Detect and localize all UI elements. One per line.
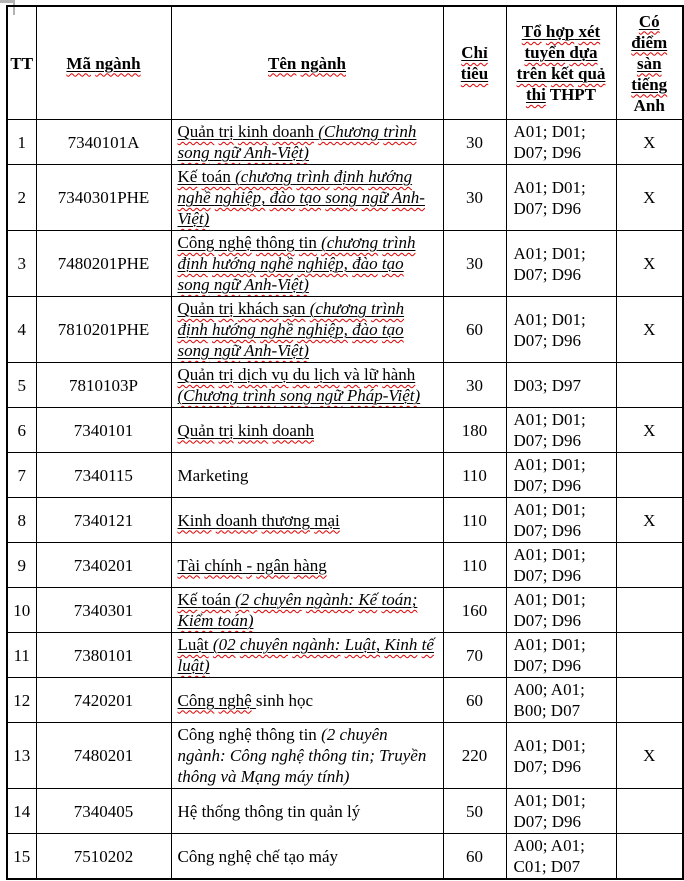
table-row	[7, 678, 683, 723]
cell-quota: 180	[443, 408, 506, 453]
cell-tt: 11	[7, 633, 36, 678]
table-row	[7, 588, 683, 633]
header-row	[7, 6, 683, 120]
cell-exam-combos: A01; D01; D07; D96	[506, 498, 616, 543]
cell-quota: 110	[443, 498, 506, 543]
cell-exam-combos: D03; D97	[506, 363, 616, 408]
cell-tt: 12	[7, 678, 36, 723]
table-row	[7, 231, 683, 297]
cell-exam-combos: A01; D01; D07; D96	[506, 165, 616, 231]
cell-major-code: 7340101	[36, 408, 171, 453]
cell-major-name: Kinh doanh thương mại	[171, 498, 443, 543]
cell-quota: 110	[443, 543, 506, 588]
cell-major-code: 7480201	[36, 723, 171, 789]
cell-major-code: 7810201PHE	[36, 297, 171, 363]
cell-quota: 30	[443, 231, 506, 297]
cell-quota: 220	[443, 723, 506, 789]
cell-major-name: Kế toán (2 chuyên ngành: Kế toán; Kiểm toán)	[171, 588, 443, 633]
cell-tt: 14	[7, 789, 36, 834]
cell-tt: 6	[7, 408, 36, 453]
cell-major-name: Marketing	[171, 453, 443, 498]
cell-tt: 8	[7, 498, 36, 543]
cell-english-floor	[616, 363, 683, 408]
cell-quota: 30	[443, 165, 506, 231]
cell-tt: 15	[7, 834, 36, 880]
cell-exam-combos: A01; D01; D07; D96	[506, 408, 616, 453]
cell-major-name: Công nghệ thông tin (2 chuyên ngành: Công nghệ thông tin; Truyền thông và Mạng máy tính)	[171, 723, 443, 789]
cell-exam-combos: A00; A01; B00; D07	[506, 678, 616, 723]
cell-major-name: Kế toán (chương trình định hướng nghề nghiệp, đào tạo song ngữ Anh-Việt)	[171, 165, 443, 231]
cell-english-floor: X	[616, 165, 683, 231]
cell-exam-combos: A01; D01; D07; D96	[506, 723, 616, 789]
table-row	[7, 633, 683, 678]
cell-english-floor	[616, 588, 683, 633]
cell-major-code: 7480201PHE	[36, 231, 171, 297]
cell-quota: 50	[443, 789, 506, 834]
cell-exam-combos: A01; D01; D07; D96	[506, 231, 616, 297]
cell-major-name: Công nghệ thông tin (chương trình định hướng nghề nghiệp, đào tạo song ngữ Anh-Việt)	[171, 231, 443, 297]
cell-major-code: 7340201	[36, 543, 171, 588]
cell-major-name: Tài chính - ngân hàng	[171, 543, 443, 588]
cell-major-code: 7380101	[36, 633, 171, 678]
cell-english-floor: X	[616, 498, 683, 543]
cell-exam-combos: A01; D01; D07; D96	[506, 633, 616, 678]
cell-english-floor: X	[616, 231, 683, 297]
cell-tt: 7	[7, 453, 36, 498]
table-row	[7, 408, 683, 453]
table-row	[7, 834, 683, 880]
cell-quota: 60	[443, 297, 506, 363]
cell-major-name: Quản trị kinh doanh (Chương trình song ngữ Anh-Việt)	[171, 120, 443, 165]
cell-tt: 9	[7, 543, 36, 588]
cell-major-code: 7420201	[36, 678, 171, 723]
cell-major-name: Công nghệ chế tạo máy	[171, 834, 443, 880]
cell-quota: 160	[443, 588, 506, 633]
header-cell-exam-combos: Tổ hợp xét tuyển dựa trên kết quả thi THPT	[506, 6, 616, 120]
cell-exam-combos: A01; D01; D07; D96	[506, 543, 616, 588]
cell-tt: 13	[7, 723, 36, 789]
cell-major-code: 7340121	[36, 498, 171, 543]
cell-exam-combos: A01; D01; D07; D96	[506, 297, 616, 363]
cell-quota: 70	[443, 633, 506, 678]
cell-major-code: 7340101A	[36, 120, 171, 165]
cell-english-floor	[616, 453, 683, 498]
cell-major-name: Luật (02 chuyên ngành: Luật, Kinh tế luật)	[171, 633, 443, 678]
cell-exam-combos: A01; D01; D07; D96	[506, 120, 616, 165]
cell-english-floor: X	[616, 297, 683, 363]
cell-english-floor: X	[616, 120, 683, 165]
cell-major-code: 7340115	[36, 453, 171, 498]
cell-major-name: Quản trị kinh doanh	[171, 408, 443, 453]
cell-major-name: Công nghệ sinh học	[171, 678, 443, 723]
cell-tt: 2	[7, 165, 36, 231]
header-cell-major-name: Tên ngành	[171, 6, 443, 120]
table-row	[7, 453, 683, 498]
cell-exam-combos: A00; A01; C01; D07	[506, 834, 616, 880]
cell-exam-combos: A01; D01; D07; D96	[506, 588, 616, 633]
cell-quota: 30	[443, 363, 506, 408]
cell-quota: 60	[443, 678, 506, 723]
header-cell-quota: Chỉ tiêu	[443, 6, 506, 120]
cell-major-code: 7810103P	[36, 363, 171, 408]
cell-exam-combos: A01; D01; D07; D96	[506, 789, 616, 834]
cell-tt: 3	[7, 231, 36, 297]
cell-major-code: 7340301	[36, 588, 171, 633]
table-row	[7, 723, 683, 789]
cell-tt: 1	[7, 120, 36, 165]
cell-tt: 5	[7, 363, 36, 408]
table-row	[7, 297, 683, 363]
table-row	[7, 363, 683, 408]
cell-english-floor: X	[616, 723, 683, 789]
table-row	[7, 789, 683, 834]
header-cell-major-code: Mã ngành	[36, 6, 171, 120]
cell-english-floor	[616, 678, 683, 723]
cell-english-floor	[616, 834, 683, 880]
cell-quota: 110	[443, 453, 506, 498]
cell-major-name: Quản trị khách sạn (chương trình định hướng nghề nghiệp, đào tạo song ngữ Anh-Việt)	[171, 297, 443, 363]
cell-english-floor	[616, 789, 683, 834]
table-row	[7, 543, 683, 588]
cell-tt: 10	[7, 588, 36, 633]
cell-english-floor	[616, 543, 683, 588]
cell-major-code: 7510202	[36, 834, 171, 880]
table-row	[7, 165, 683, 231]
cell-major-code: 7340405	[36, 789, 171, 834]
cell-major-code: 7340301PHE	[36, 165, 171, 231]
cell-major-name: Quản trị dịch vụ du lịch và lữ hành (Chương trình song ngữ Pháp-Việt)	[171, 363, 443, 408]
cell-english-floor: X	[616, 408, 683, 453]
cell-quota: 30	[443, 120, 506, 165]
header-cell-tt: TT	[7, 6, 36, 120]
table-row	[7, 498, 683, 543]
cell-exam-combos: A01; D01; D07; D96	[506, 453, 616, 498]
table-body	[7, 120, 683, 880]
cell-english-floor	[616, 633, 683, 678]
header-cell-english-floor: Có điểm sàn tiếng Anh	[616, 6, 683, 120]
cell-major-name: Hệ thống thông tin quản lý	[171, 789, 443, 834]
table-row	[7, 120, 683, 165]
cell-quota: 60	[443, 834, 506, 880]
cell-tt: 4	[7, 297, 36, 363]
admissions-table	[6, 5, 684, 880]
